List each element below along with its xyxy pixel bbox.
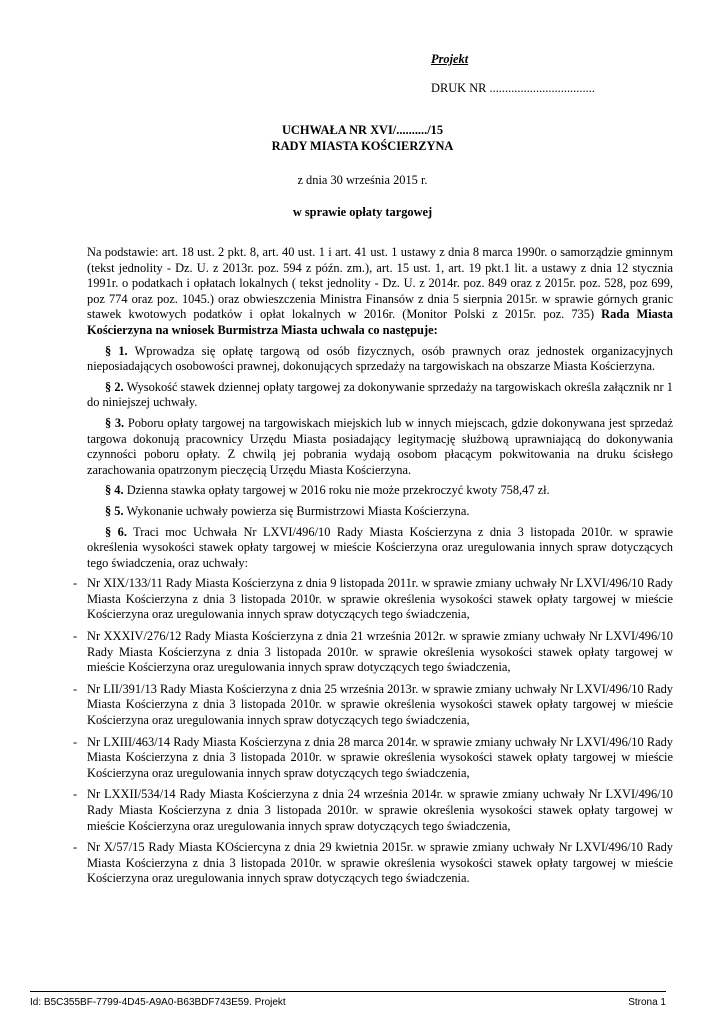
paragraph-number: § 6. bbox=[105, 524, 127, 539]
paragraph-1 bbox=[87, 344, 673, 375]
dash-bullet: - bbox=[73, 681, 78, 696]
list-item bbox=[73, 787, 673, 834]
resolution-date: z dnia 30 września 2015 r. bbox=[297, 173, 428, 187]
list-item-text: Nr LII/391/13 Rady Miasta Kościerzyna z dnia 25 września 2013r. w sprawie zmiany uchwały Nr LXVI/496/10 Rady Miasta Kościerzyna z dnia 3 listopada 2010r. w sprawie określenia wysokości stawek opłaty targowej w mieście Kościerzyna oraz uregulowania innych spraw dotyczących tego świadczenia, bbox=[87, 681, 673, 728]
paragraph-text: Wprowadza się opłatę targową od osób fizycznych, osób prawnych oraz jednostek organizacyjnych nieposiadających osobowości prawnej, dokonujących sprzedaży na targowiskach na obszarze Miasta Kościerzyna. bbox=[87, 343, 673, 374]
list-item bbox=[73, 735, 673, 782]
footer-divider bbox=[30, 991, 666, 992]
list-item bbox=[73, 629, 673, 676]
paragraph-number: § 1. bbox=[105, 343, 128, 358]
list-item-text: Nr LXXII/534/14 Rady Miasta Kościerzyna z dnia 24 września 2014r. w sprawie zmiany uchwały Nr LXVI/496/10 Rady Miasta Kościerzyna z dnia 3 listopada 2010r. w sprawie określenia wysokości stawek opłaty targowej w mieście Kościerzyna oraz uregulowania innych spraw dotyczących tego świadczenia, bbox=[87, 787, 673, 833]
list-item-text: Nr LXIII/463/14 Rady Miasta Kościerzyna z dnia 28 marca 2014r. w sprawie zmiany uchwały Nr LXVI/496/10 Rady Miasta Kościerzyna z dnia 3 listopada 2010r. w sprawie określenia wysokości stawek opłaty targowej w mieście Kościerzyna oraz uregulowania innych spraw dotyczących tego świadczenia, bbox=[87, 734, 673, 780]
list-item bbox=[73, 576, 673, 623]
list-item-text: Nr X/57/15 Rady Miasta KOściercyna z dnia 29 kwietnia 2015r. w sprawie zmiany uchwały Nr LXVI/496/10 Rady Miasta Kościerzyna z dnia 3 listopada 2010r. w sprawie określenia wysokości stawek opłaty targowej w mieście Kościerzyna oraz uregulowania innych spraw dotyczących tego świadczenia. bbox=[87, 840, 673, 886]
paragraph-5 bbox=[87, 504, 673, 520]
preamble bbox=[87, 245, 673, 339]
dash-bullet: - bbox=[73, 787, 78, 802]
document-body bbox=[73, 245, 673, 893]
resolution-title: UCHWAŁA NR XVI/........../15 bbox=[281, 123, 444, 137]
paragraph-6 bbox=[87, 525, 673, 572]
repealed-resolutions-list bbox=[73, 576, 673, 887]
document-id: Id: B5C355BF-7799-4D45-A9A0-B63BDF743E59. Projekt bbox=[30, 997, 286, 1008]
list-item bbox=[73, 840, 673, 887]
paragraph-text: Poboru opłaty targowej na targowiskach miejskich lub w innych miejscach, gdzie dokonywana jest sprzedaż targowa dokonują pracownicy Urzędu Miasta posiadający legitymację służbową uprawniającą do dokonywania czynności poboru opłaty. Z chwilą jej pobrania wydają osobom płacącym pokwitowania na druku ścisłego zarachowania opatrzonym pieczęcią Urzędu Miasta Kościerzyna. bbox=[87, 415, 673, 477]
paragraph-3 bbox=[87, 416, 673, 478]
paragraph-text: Wykonanie uchwały powierza się Burmistrzowi Miasta Kościerzyna. bbox=[123, 503, 470, 518]
dash-bullet: - bbox=[73, 734, 78, 749]
resolution-subject: w sprawie opłaty targowej bbox=[292, 205, 433, 219]
paragraph-text: Dzienna stawka opłaty targowej w 2016 roku nie może przekroczyć kwoty 758,47 zł. bbox=[123, 483, 550, 498]
paragraph-number: § 5. bbox=[105, 503, 124, 518]
dash-bullet: - bbox=[73, 576, 78, 591]
dash-bullet: - bbox=[73, 840, 78, 855]
list-item bbox=[73, 682, 673, 729]
page-number: Strona 1 bbox=[628, 997, 666, 1008]
list-item-text: Nr XXXIV/276/12 Rady Miasta Kościerzyna z dnia 21 września 2012r. w sprawie zmiany uchwały Nr LXVI/496/10 Rady Miasta Kościerzyna z dnia 3 listopada 2010r. w sprawie określenia wysokości stawek opłaty targowej w mieście Kościerzyna oraz uregulowania innych spraw dotyczących tego świadczenia, bbox=[87, 629, 673, 675]
council-name: RADY MIASTA KOŚCIERZYNA bbox=[271, 139, 454, 153]
dash-bullet: - bbox=[73, 629, 78, 644]
paragraph-number: § 3. bbox=[105, 415, 125, 430]
paragraph-number: § 2. bbox=[105, 379, 124, 394]
paragraph-text: Wysokość stawek dziennej opłaty targowej za dokonywanie sprzedaży na targowiskach określa załącznik nr 1 do niniejszej uchwały. bbox=[87, 379, 673, 410]
druk-number: DRUK NR .................................. bbox=[431, 81, 595, 95]
list-item-text: Nr XIX/133/11 Rady Miasta Kościerzyna z dnia 9 listopada 2011r. w sprawie zmiany uchwały Nr LXVI/496/10 Rady Miasta Kościerzyna z dnia 3 listopada 2010r. w sprawie określenia wysokości stawek opłaty targowej w mieście Kościerzyna oraz uregulowania innych spraw dotyczących tego świadczenia, bbox=[87, 576, 673, 622]
projekt-label: Projekt bbox=[431, 52, 469, 66]
preamble-text: Na podstawie: art. 18 ust. 2 pkt. 8, art. 40 ust. 1 i art. 41 ust. 1 ustawy z dnia 8 marca 1990r. o samorządzie gminnym (tekst jednolity - Dz. U. z 2013r. poz. 594 z późn. zm.), art. 15 ust. 1, art. 19 pkt.1 lit. a ustawy z dnia 12 stycznia 1991r. o podatkach i opłatach lokalnych ( tekst jednolity - Dz. U. z 2014r. poz. 849 oraz z 2015r. poz. 528, poz 699, poz 774 oraz poz. 1045.) oraz obwieszczenia Ministra Finansów z dnia 5 sierpnia 2015r. w sprawie górnych granic stawek kwotowych podatków i opłat lokalnych w 2016r. (Monitor Polski z 2015r. poz. 735) bbox=[87, 245, 673, 322]
paragraph-text: Traci moc Uchwała Nr LXVI/496/10 Rady Miasta Kościerzyna z dnia 3 listopada 2010r. w sprawie określenia wysokości stawek opłaty targowej w mieście Kościerzyna oraz uregulowania innych spraw dotyczących tego świadczenia, oraz uchwały: bbox=[87, 524, 673, 570]
preamble-bold: Rada Miasta Kościerzyna na wniosek Burmistrza Miasta uchwala co następuje: bbox=[87, 307, 673, 337]
paragraph-number: § 4. bbox=[105, 483, 124, 498]
paragraph-2 bbox=[87, 380, 673, 411]
paragraph-4 bbox=[87, 483, 673, 499]
